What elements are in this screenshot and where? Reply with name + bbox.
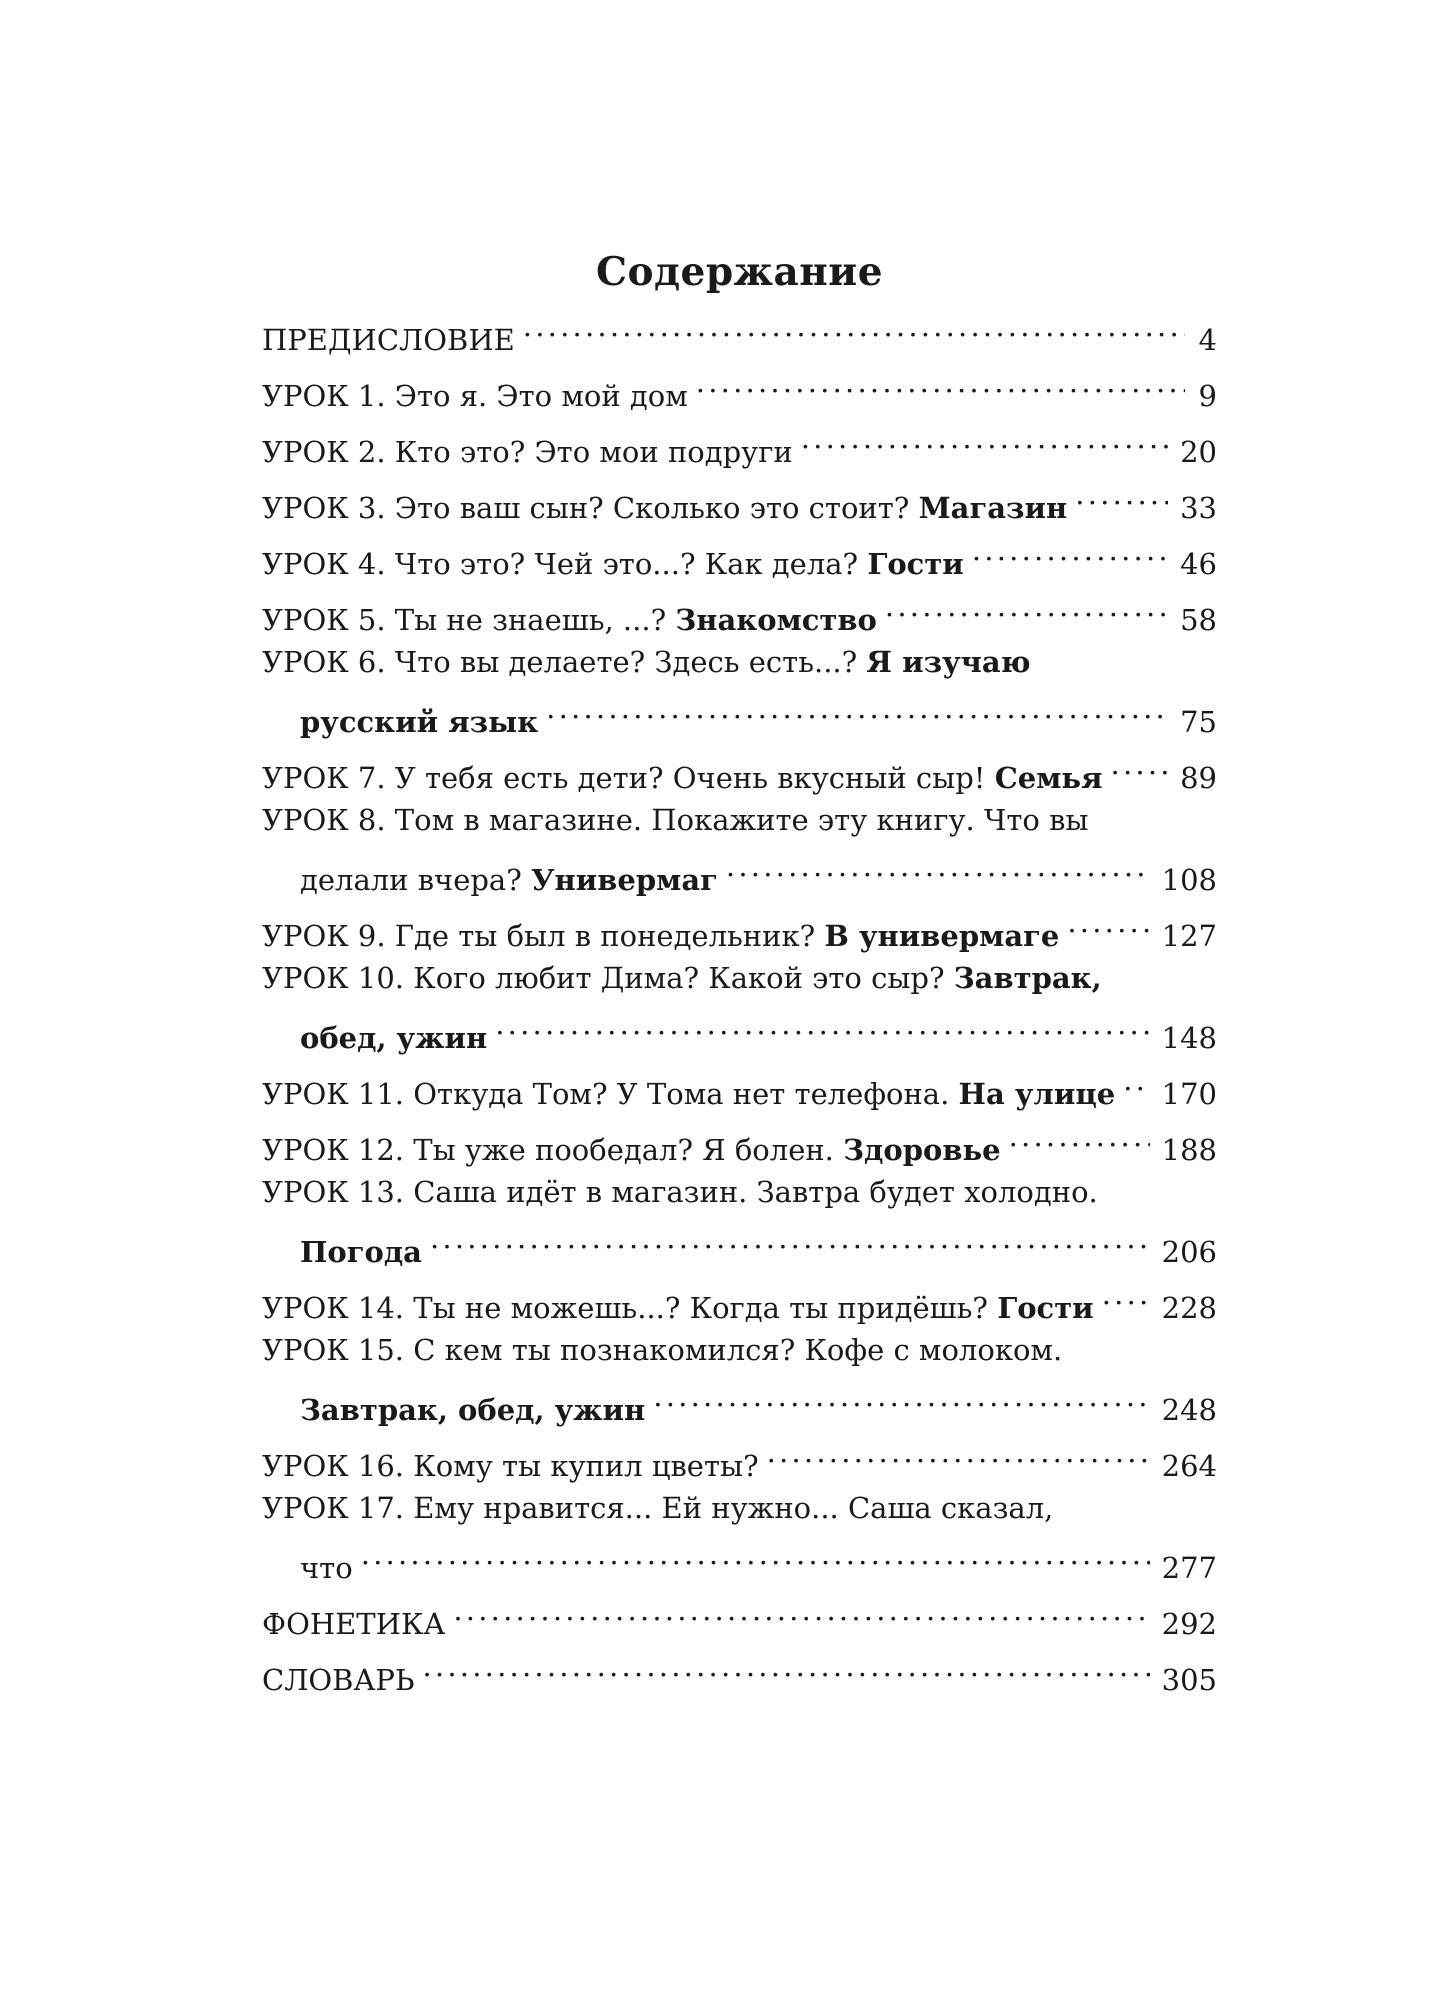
toc-page-number: 228 bbox=[1161, 1291, 1217, 1325]
toc-entry-title bbox=[262, 484, 1067, 532]
toc-entry[interactable] bbox=[262, 638, 1217, 739]
toc-title-plain: УРОК 4. Что это? Чей это...? Как дела? bbox=[262, 547, 868, 581]
toc-entry-title bbox=[262, 372, 688, 420]
toc-title-bold: Универмаг bbox=[530, 863, 718, 897]
table-of-contents bbox=[262, 302, 1217, 1698]
toc-entry-title bbox=[262, 1070, 1115, 1118]
toc-title-plain: УРОК 7. У тебя есть дети? Очень вкусный сыр! bbox=[262, 761, 995, 795]
toc-line bbox=[262, 1000, 1217, 1055]
toc-entry[interactable] bbox=[262, 740, 1217, 795]
toc-entry-title bbox=[262, 796, 1089, 844]
dot-leader bbox=[801, 414, 1168, 462]
toc-line bbox=[262, 358, 1217, 413]
toc-title-bold: Семья bbox=[994, 761, 1103, 795]
toc-entry-title bbox=[262, 1484, 1053, 1532]
toc-entry-title bbox=[262, 1284, 1094, 1332]
toc-title-plain: ПРЕДИСЛОВИЕ bbox=[262, 323, 515, 357]
toc-entry-title bbox=[262, 596, 877, 644]
toc-title-plain: ФОНЕТИКА bbox=[262, 1607, 446, 1641]
toc-line bbox=[262, 1372, 1217, 1427]
toc-entry-title bbox=[262, 1326, 1062, 1374]
toc-title-bold: Я изучаю bbox=[866, 645, 1031, 679]
toc-title-bold: Завтрак, bbox=[953, 961, 1102, 995]
toc-entry-title bbox=[262, 912, 1059, 960]
toc-title-plain: УРОК 3. Это ваш сын? Сколько это стоит? bbox=[262, 491, 919, 525]
toc-entry[interactable] bbox=[262, 414, 1217, 469]
toc-page-number: 305 bbox=[1161, 1663, 1217, 1697]
toc-entry[interactable] bbox=[262, 582, 1217, 637]
toc-entry[interactable] bbox=[262, 1428, 1217, 1483]
toc-title-bold: обед, ужин bbox=[300, 1021, 488, 1055]
dot-leader bbox=[1123, 1056, 1149, 1104]
toc-page-number: 248 bbox=[1161, 1393, 1217, 1427]
dot-leader bbox=[453, 1586, 1149, 1634]
toc-title-plain: УРОК 11. Откуда Том? У Тома нет телефона. bbox=[262, 1077, 959, 1111]
toc-entry-title bbox=[300, 1228, 422, 1276]
toc-line bbox=[262, 526, 1217, 581]
toc-line bbox=[262, 638, 1217, 684]
toc-page-number: 20 bbox=[1180, 435, 1217, 469]
toc-entry-title bbox=[262, 1126, 1001, 1174]
toc-line bbox=[262, 740, 1217, 795]
toc-line bbox=[262, 470, 1217, 525]
toc-entry[interactable] bbox=[262, 898, 1217, 953]
toc-entry[interactable] bbox=[262, 358, 1217, 413]
toc-entry-title bbox=[262, 1656, 415, 1704]
toc-entry-title bbox=[300, 1386, 645, 1434]
toc-title-plain: УРОК 12. Ты уже пообедал? Я болен. bbox=[262, 1133, 844, 1167]
dot-leader bbox=[430, 1214, 1150, 1262]
toc-title-plain: делали вчера? bbox=[300, 863, 531, 897]
dot-leader bbox=[423, 1642, 1150, 1690]
toc-page-number: 58 bbox=[1180, 603, 1217, 637]
toc-entry[interactable] bbox=[262, 796, 1217, 897]
toc-line bbox=[262, 1214, 1217, 1269]
toc-title-plain: УРОК 8. Том в магазине. Покажите эту книгу. Что вы bbox=[262, 803, 1089, 837]
toc-entry-title bbox=[300, 1544, 353, 1592]
toc-entry-title bbox=[262, 954, 1102, 1002]
toc-title-plain: УРОК 1. Это я. Это мой дом bbox=[262, 379, 688, 413]
toc-title-bold: Гости bbox=[997, 1291, 1094, 1325]
toc-title-plain: УРОК 5. Ты не знаешь, ...? bbox=[262, 603, 676, 637]
dot-leader bbox=[523, 302, 1185, 350]
toc-line bbox=[262, 414, 1217, 469]
toc-line bbox=[262, 842, 1217, 897]
toc-title-plain: УРОК 14. Ты не можешь...? Когда ты придёшь? bbox=[262, 1291, 998, 1325]
toc-entry-title bbox=[262, 638, 1030, 686]
toc-page-number: 206 bbox=[1161, 1235, 1217, 1269]
toc-title-bold: На улице bbox=[958, 1077, 1116, 1111]
dot-leader bbox=[726, 842, 1150, 890]
toc-title-bold: Здоровье bbox=[843, 1133, 1001, 1167]
dot-leader bbox=[361, 1530, 1150, 1578]
toc-page-number: 89 bbox=[1180, 761, 1217, 795]
toc-page-number: 264 bbox=[1161, 1449, 1217, 1483]
toc-page-number: 46 bbox=[1180, 547, 1217, 581]
toc-line bbox=[262, 1484, 1217, 1530]
toc-entry[interactable] bbox=[262, 1326, 1217, 1427]
toc-page-number: 188 bbox=[1161, 1133, 1217, 1167]
toc-title-plain: УРОК 15. С кем ты познакомился? Кофе с молоком. bbox=[262, 1333, 1063, 1367]
dot-leader bbox=[1009, 1112, 1150, 1160]
dot-leader bbox=[1102, 1270, 1150, 1318]
toc-line bbox=[262, 954, 1217, 1000]
toc-title-plain: СЛОВАРЬ bbox=[262, 1663, 415, 1697]
toc-page-number: 170 bbox=[1161, 1077, 1217, 1111]
toc-title-plain: что bbox=[300, 1551, 353, 1585]
dot-leader bbox=[495, 1000, 1149, 1048]
toc-title-bold: Завтрак, обед, ужин bbox=[300, 1393, 646, 1427]
dot-leader bbox=[972, 526, 1168, 574]
toc-entry-title bbox=[300, 856, 718, 904]
toc-line bbox=[262, 1112, 1217, 1167]
toc-page-number: 33 bbox=[1180, 491, 1217, 525]
toc-page-number: 75 bbox=[1180, 705, 1217, 739]
toc-title-plain: УРОК 10. Кого любит Дима? Какой это сыр? bbox=[262, 961, 954, 995]
toc-line bbox=[262, 582, 1217, 637]
toc-page-number: 277 bbox=[1161, 1551, 1217, 1585]
toc-entry[interactable] bbox=[262, 1112, 1217, 1167]
toc-title-plain: УРОК 2. Кто это? Это мои подруги bbox=[262, 435, 793, 469]
page-title: Содержание bbox=[595, 249, 884, 296]
toc-line bbox=[262, 1530, 1217, 1585]
toc-line bbox=[262, 1428, 1217, 1483]
toc-title-bold: Погода bbox=[300, 1235, 422, 1269]
toc-title-plain: УРОК 17. Ему нравится... Ей нужно... Саша сказал, bbox=[262, 1491, 1054, 1525]
toc-entry-title bbox=[300, 698, 538, 746]
dot-leader bbox=[1075, 470, 1168, 518]
toc-entry[interactable] bbox=[262, 1586, 1217, 1641]
toc-entry[interactable] bbox=[262, 1484, 1217, 1585]
toc-entry-title bbox=[262, 1600, 445, 1648]
toc-title-plain: УРОК 6. Что вы делаете? Здесь есть...? bbox=[262, 645, 867, 679]
toc-entry-title bbox=[262, 316, 515, 364]
toc-title-bold: Гости bbox=[867, 547, 964, 581]
toc-page-number: 292 bbox=[1161, 1607, 1217, 1641]
toc-entry[interactable] bbox=[262, 526, 1217, 581]
toc-entry[interactable] bbox=[262, 1642, 1217, 1697]
toc-page-number: 4 bbox=[1198, 323, 1217, 357]
dot-leader bbox=[885, 582, 1168, 630]
dot-leader bbox=[1067, 898, 1149, 946]
toc-entry[interactable] bbox=[262, 954, 1217, 1055]
toc-title-bold: Магазин bbox=[918, 491, 1068, 525]
toc-page-number: 108 bbox=[1161, 863, 1217, 897]
toc-entry[interactable] bbox=[262, 1168, 1217, 1269]
toc-title-bold: В универмаге bbox=[824, 919, 1060, 953]
dot-leader bbox=[1111, 740, 1169, 788]
toc-entry-title bbox=[262, 1442, 759, 1490]
toc-entry[interactable] bbox=[262, 1056, 1217, 1111]
toc-entry-title bbox=[300, 1014, 487, 1062]
toc-line bbox=[262, 1642, 1217, 1697]
toc-title-plain: УРОК 16. Кому ты купил цветы? bbox=[262, 1449, 759, 1483]
toc-line bbox=[262, 684, 1217, 739]
toc-entry-title bbox=[262, 428, 793, 476]
dot-leader bbox=[653, 1372, 1149, 1420]
toc-page-number: 148 bbox=[1161, 1021, 1217, 1055]
toc-title-plain: УРОК 9. Где ты был в понедельник? bbox=[262, 919, 825, 953]
toc-line bbox=[262, 1270, 1217, 1325]
toc-entry[interactable] bbox=[262, 302, 1217, 357]
toc-title-bold: русский язык bbox=[300, 705, 539, 739]
dot-leader bbox=[546, 684, 1168, 732]
toc-page-number: 127 bbox=[1161, 919, 1217, 953]
dot-leader bbox=[696, 358, 1185, 406]
toc-line bbox=[262, 1586, 1217, 1641]
toc-line bbox=[262, 302, 1217, 357]
toc-title-plain: УРОК 13. Саша идёт в магазин. Завтра будет холодно. bbox=[262, 1175, 1098, 1209]
toc-page-number: 9 bbox=[1198, 379, 1217, 413]
toc-entry[interactable] bbox=[262, 1270, 1217, 1325]
toc-line bbox=[262, 1056, 1217, 1111]
dot-leader bbox=[767, 1428, 1150, 1476]
toc-title-bold: Знакомство bbox=[675, 603, 877, 637]
toc-line bbox=[262, 1326, 1217, 1372]
toc-line bbox=[262, 1168, 1217, 1214]
toc-entry-title bbox=[262, 1168, 1098, 1216]
toc-line bbox=[262, 796, 1217, 842]
toc-line bbox=[262, 898, 1217, 953]
toc-entry-title bbox=[262, 540, 964, 588]
toc-entry-title bbox=[262, 754, 1103, 802]
toc-entry[interactable] bbox=[262, 470, 1217, 525]
